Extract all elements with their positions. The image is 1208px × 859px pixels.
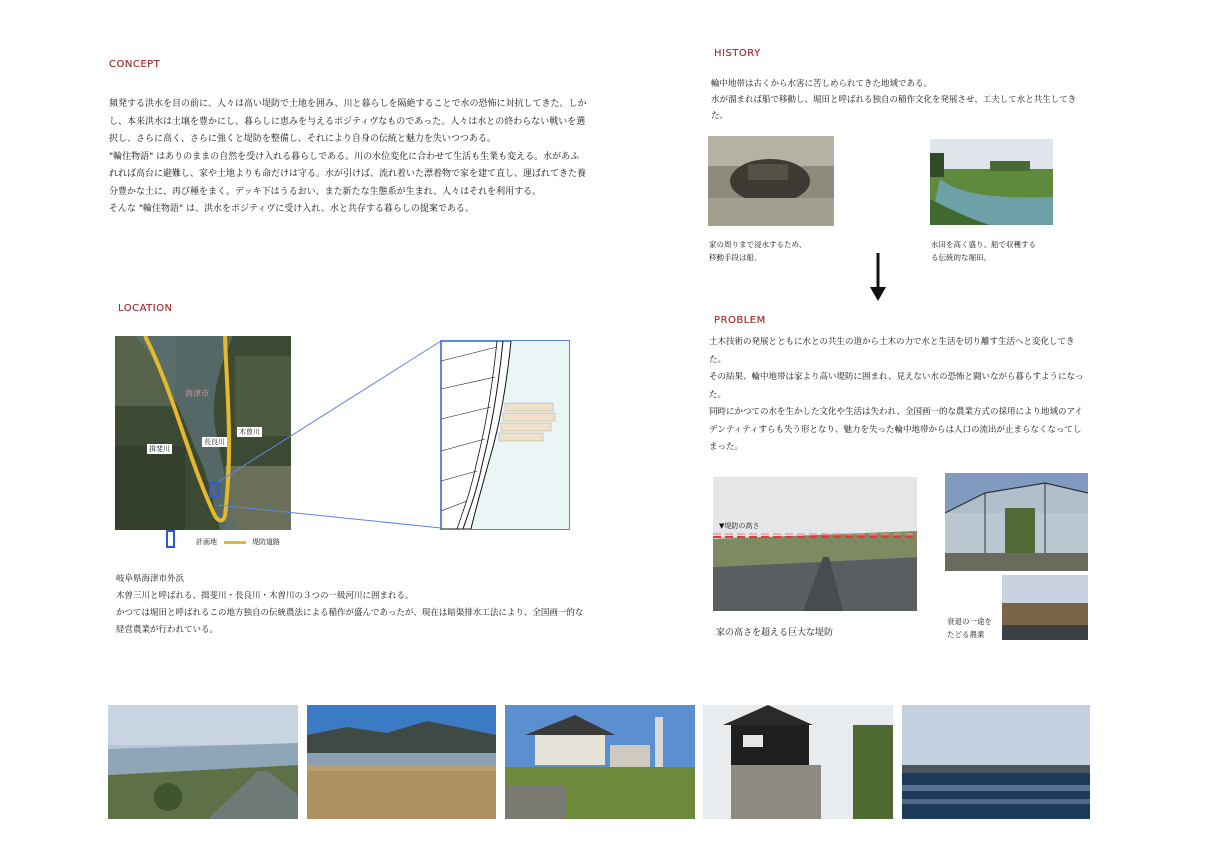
farm-caption-line-1: 衰退の一途を [947,617,992,626]
problem-paragraph-1: 土木技術の発展とともに水との共生の道から土木の力で水と生活を切り離す生活へと変化してきた。 [709,337,1075,365]
history-caption-left-line-1: 家の周りまで浸水するため、 [709,240,807,249]
history-caption-left-line-2: 移動手段は船。 [709,252,762,262]
strip-photo-raised-storehouse [703,705,893,819]
concept-paragraph-2: "輪住物語" はありのままの自然を受け入れる暮らしである。川の水位変化に合わせて生活も生業も変える。水があふれれば高台に避難し、家や土地よりも命だけは守る。水が引けば、流れ着いた漂着物で家を建て直し、運ばれてきた養分豊かな土に、再び種をまく。デッキ下はうるおい、また新たな生態系が生まれ、人々はそれを利用する。 [109,151,587,197]
site-legend-icon [166,530,175,548]
concept-title: CONCEPT [109,59,161,70]
history-caption-right-line-2: る伝統的な堀田。 [931,252,991,262]
map-label-river3: 木曽川 [239,428,260,436]
levee-caption: 家の高さを超える巨大な堤防 [716,628,834,638]
site-legend-label: 計画地 [196,538,217,546]
history-photo-horita-field [930,139,1053,225]
concept-paragraph-3: そんな "輪住物語" は、洪水をポジティヴに受け入れ、水と共存する暮らしの提案である。 [109,204,474,214]
location-paragraph-1: 岐阜県海津市外浜 [116,574,185,584]
history-photo-flooded-house [708,136,834,226]
arrow-down-icon [868,253,888,303]
strip-photo-flooded-fields [902,705,1090,819]
location-paragraph-2: 木曽三川と呼ばれる、揖斐川・長良川・木曽川の３つの一級河川に囲まれる。 [116,591,414,601]
problem-paragraph-3: 同時にかつての水を生かした文化や生活は失われ、全国画一的な農業方式の採用により地域のアイデンティティすらも失う形となり、魅力を失った輪中地帯からは人口の流出が止まらなくなってしまった。 [709,407,1083,452]
location-title: LOCATION [118,303,173,314]
problem-text [709,334,1087,457]
history-caption-left [709,239,849,264]
problem-photo-declining-field [1002,575,1088,640]
map-label-river1: 揖斐川 [149,445,170,453]
concept-paragraph-1: 頻発する洪水を目の前に、人々は高い堤防で土地を囲み、川と暮らしを隔絶することで水の恐怖に対抗してきた。しかし、本来洪水は土壌を豊かにし、暮らしに恵みを与えるポジティヴなものであった。人々は水との終わらない戦いを選択し、さらに高く、さらに強くと堤防を整備し、それにより自身の伝統と魅力を失いつつある。 [109,99,587,144]
problem-title: PROBLEM [714,315,766,326]
strip-photo-reeds-mountains [307,705,496,819]
levee-height-label: ▼堤防の高さ [719,522,760,530]
map-label-river2: 長良川 [204,438,225,446]
history-caption-right [931,239,1071,264]
strip-photo-traditional-house [505,705,695,819]
location-text [116,571,586,639]
map-label-city: 海津市 [185,389,209,398]
history-caption-right-line-1: 水田を高く盛り、船で収穫する [931,240,1036,249]
site-plan-drawing [440,340,570,530]
farm-caption [947,616,1007,641]
history-title: HISTORY [714,48,761,59]
levee-legend-icon [224,541,246,544]
location-paragraph-3: かつては堀田と呼ばれるこの地方独自の伝統農法による稲作が盛んであったが、現在は暗渠排水工法により、全国画一的な経営農業が行われている。 [116,608,584,635]
history-paragraph-1: 輪中地帯は古くから水害に苦しめられてきた地域である。 [711,79,933,89]
problem-photo-greenhouse [945,473,1088,571]
farm-caption-line-2: たどる農業 [947,629,985,639]
problem-photo-levee-road [713,477,917,611]
history-text [711,76,1091,124]
levee-legend-label: 堤防道路 [252,538,280,546]
history-paragraph-2: 水が溜まれば船で移動し、堀田と呼ばれる独自の稲作文化を発展させ、工夫して水と共生してきた。 [711,95,1077,121]
strip-photo-aerial-view [108,705,298,819]
problem-paragraph-2: その結果、輪中地帯は家より高い堤防に囲まれ、見えない水の恐怖と闘いながら暮らすようになった。 [709,372,1084,400]
